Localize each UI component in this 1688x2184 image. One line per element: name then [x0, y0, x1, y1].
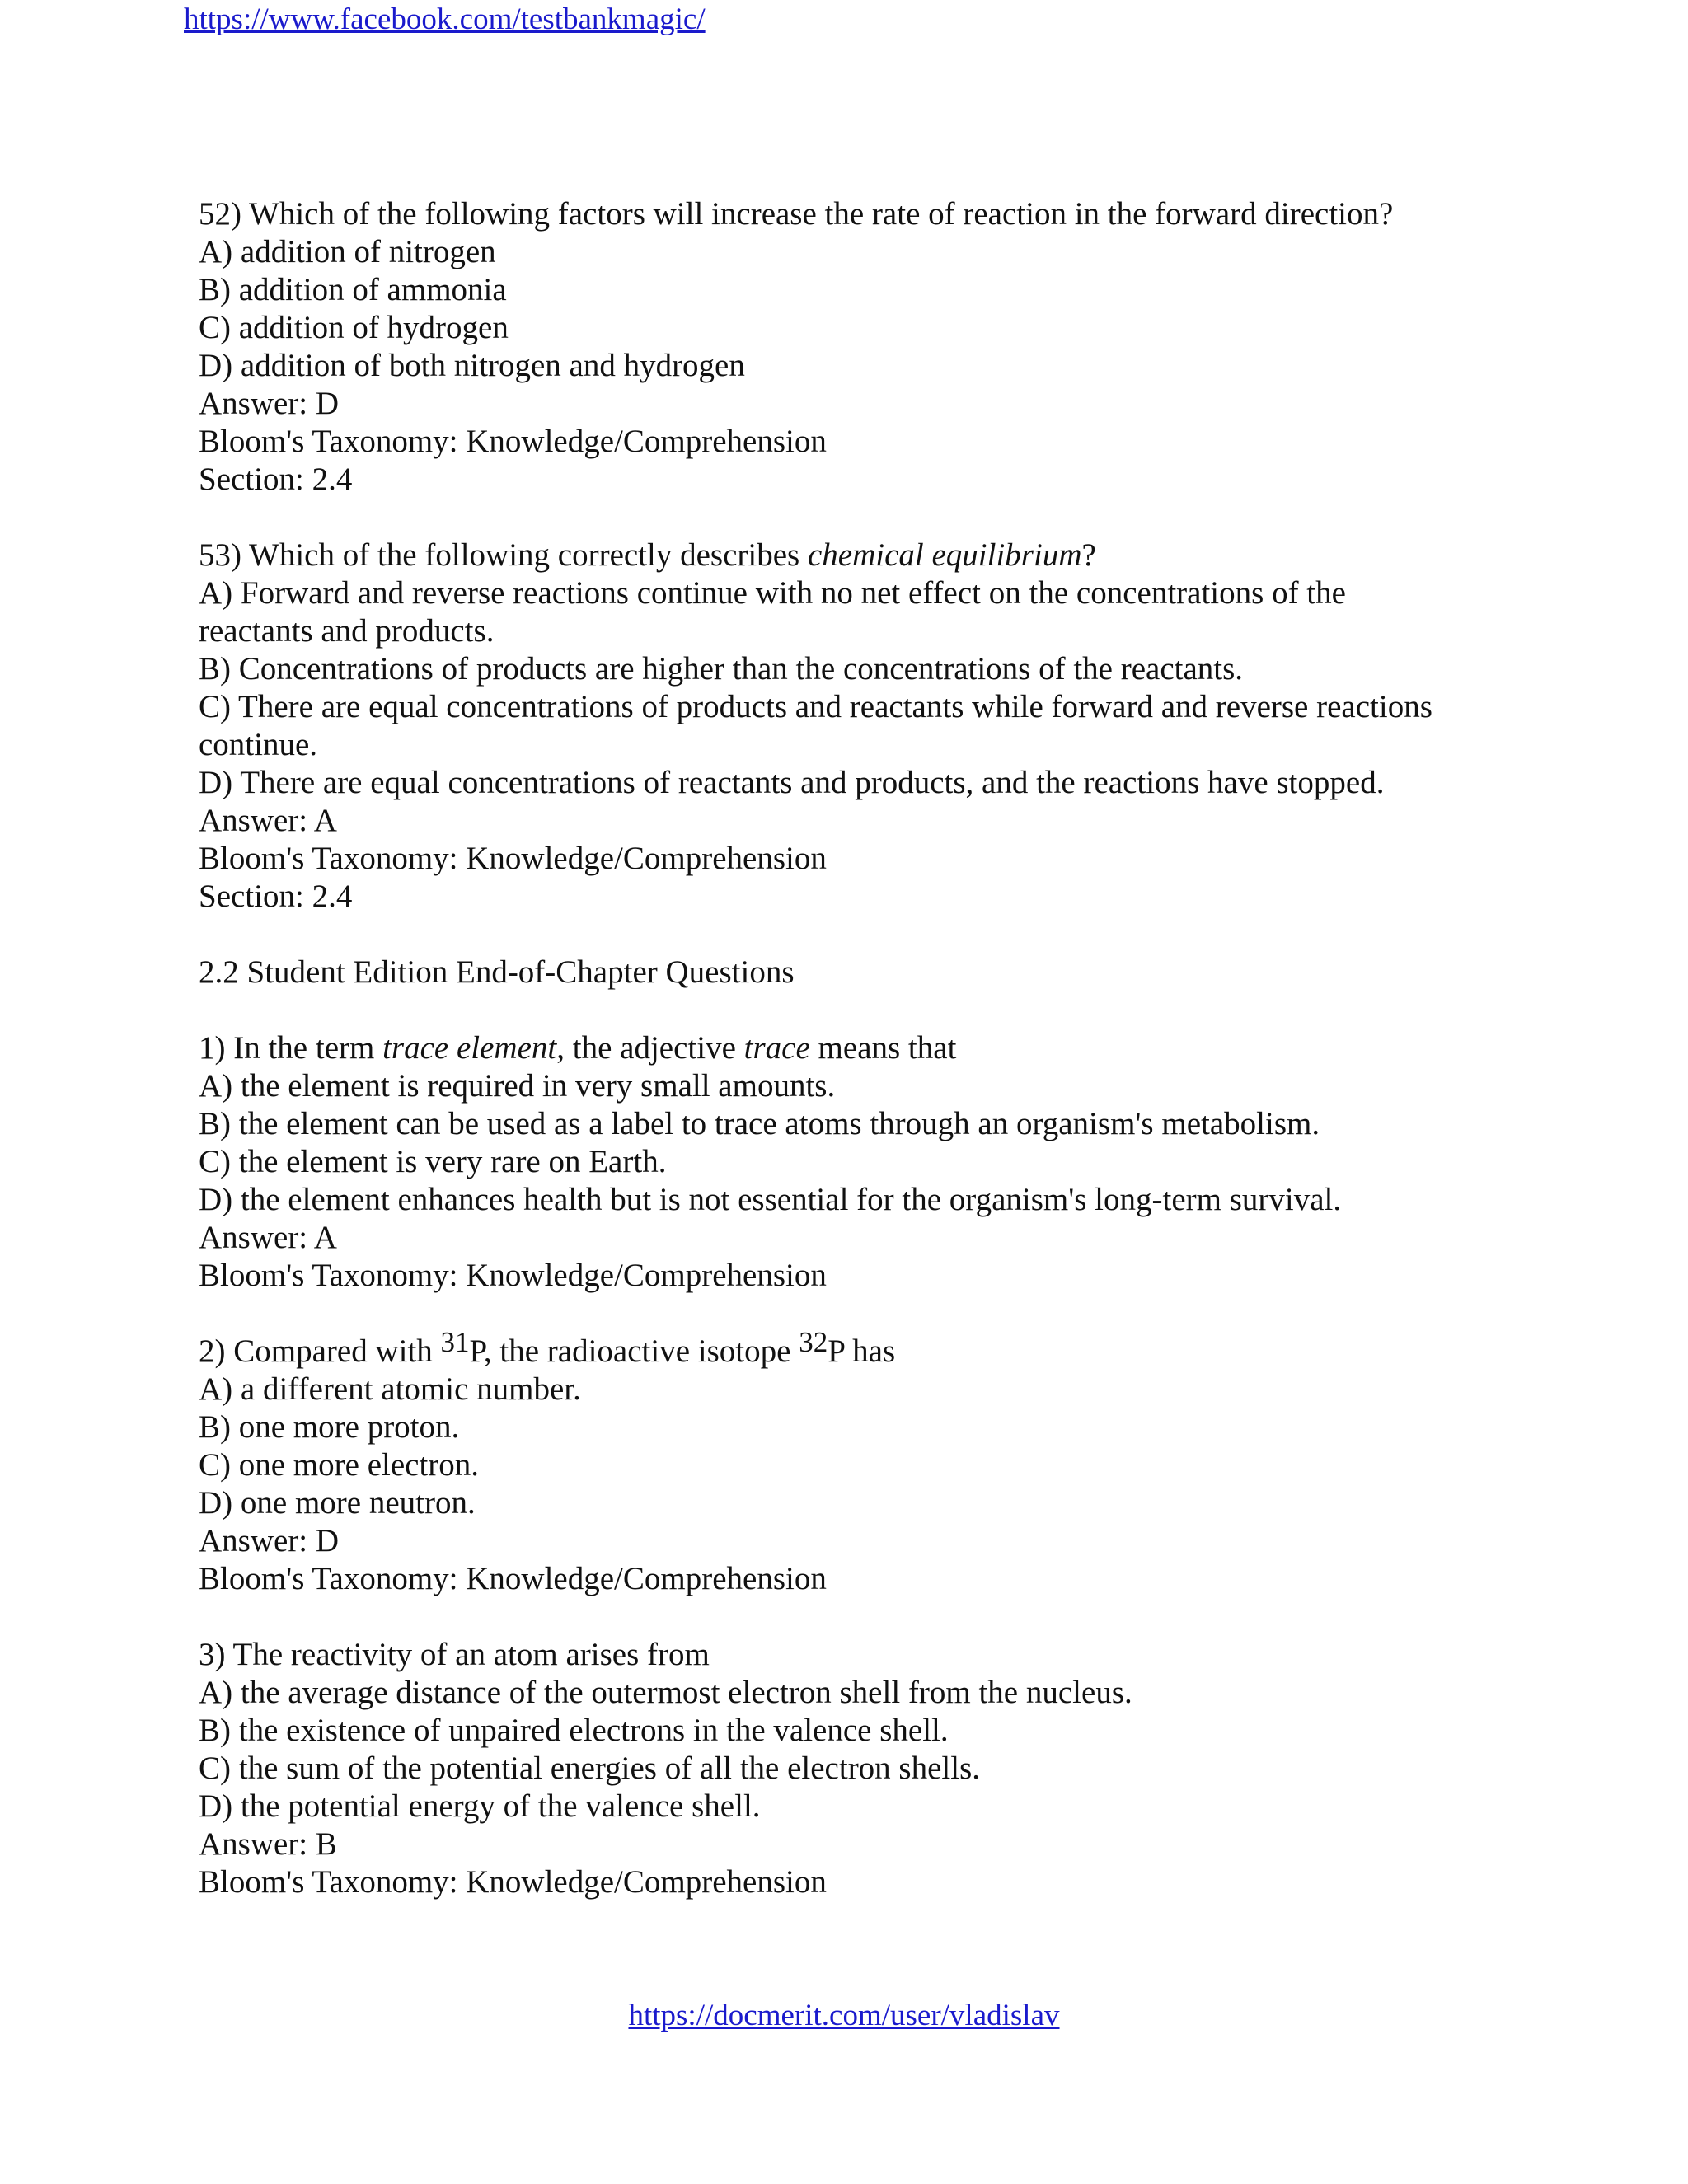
question-53 — [199, 537, 1484, 916]
spacer — [199, 991, 1484, 1029]
eoc-question-1-term-trace: trace — [743, 1030, 810, 1066]
spacer — [199, 499, 1484, 537]
document-content — [199, 195, 1484, 1901]
eoc-question-2-option-b: B) one more proton. — [199, 1409, 460, 1445]
question-53-option-c-line2: continue. — [199, 727, 318, 762]
question-53-prompt — [199, 537, 1484, 574]
question-52-option-c: C) addition of hydrogen — [199, 310, 509, 345]
eoc-question-1-option-b: B) the element can be used as a label to trace atoms through an organism's metabolism. — [199, 1106, 1320, 1141]
question-53-option-c-line1: C) There are equal concentrations of products and reactants while forward and reverse reactions — [199, 689, 1432, 724]
question-53-section: Section: 2.4 — [199, 879, 353, 914]
eoc-question-1-option-d: D) the element enhances health but is not essential for the organism's long-term survival. — [199, 1182, 1342, 1217]
question-52-section: Section: 2.4 — [199, 462, 353, 497]
eoc-question-3-option-d: D) the potential energy of the valence shell. — [199, 1788, 761, 1824]
eoc-question-3-prompt: 3) The reactivity of an atom arises from — [199, 1637, 710, 1672]
isotope-mass-32: 32 — [799, 1326, 828, 1358]
header-link[interactable]: https://www.facebook.com/testbankmagic/ — [184, 2, 706, 36]
eoc-question-1-prompt — [199, 1029, 1484, 1067]
question-52-prompt: 52) Which of the following factors will increase the rate of reaction in the forward direction? — [199, 196, 1394, 232]
question-53-option-a-line1: A) Forward and reverse reactions continue with no net effect on the concentrations of the — [199, 575, 1346, 611]
question-53-option-d: D) There are equal concentrations of reactants and products, and the reactions have stopped. — [199, 765, 1385, 800]
question-53-prompt-start: 53) Which of the following correctly describes — [199, 537, 808, 573]
question-52-option-d: D) addition of both nitrogen and hydrogen — [199, 348, 745, 383]
question-53-prompt-term: chemical equilibrium — [807, 537, 1082, 573]
eoc-question-1-option-a: A) the element is required in very small amounts. — [199, 1068, 836, 1104]
question-52-bloom: Bloom's Taxonomy: Knowledge/Comprehension — [199, 424, 827, 459]
question-53-bloom: Bloom's Taxonomy: Knowledge/Comprehension — [199, 841, 827, 876]
question-52-option-b: B) addition of ammonia — [199, 272, 507, 307]
eoc-question-2-prompt — [199, 1326, 1484, 1371]
eoc-question-1 — [199, 1029, 1484, 1295]
eoc-question-1-term-trace-element: trace element — [382, 1030, 557, 1066]
eoc-question-3-option-a: A) the average distance of the outermost electron shell from the nucleus. — [199, 1675, 1132, 1710]
eoc-question-3-answer: Answer: B — [199, 1826, 337, 1862]
eoc-question-2-prompt-part3: P has — [828, 1333, 896, 1369]
eoc-question-2-option-d: D) one more neutron. — [199, 1485, 476, 1521]
question-53-answer: Answer: A — [199, 803, 337, 838]
eoc-question-1-answer: Answer: A — [199, 1220, 337, 1255]
eoc-question-2-bloom: Bloom's Taxonomy: Knowledge/Comprehension — [199, 1561, 827, 1596]
eoc-question-3 — [199, 1636, 1484, 1901]
eoc-question-2-option-c: C) one more electron. — [199, 1447, 480, 1483]
eoc-question-1-prompt-part1: 1) In the term — [199, 1030, 383, 1066]
question-52 — [199, 195, 1484, 499]
question-53-option-a-line2: reactants and products. — [199, 613, 495, 649]
section-heading: 2.2 Student Edition End-of-Chapter Questions — [199, 954, 795, 990]
spacer — [199, 916, 1484, 954]
eoc-question-1-bloom: Bloom's Taxonomy: Knowledge/Comprehension — [199, 1258, 827, 1293]
eoc-question-2-prompt-part1: 2) Compared with — [199, 1333, 441, 1369]
question-52-answer: Answer: D — [199, 386, 340, 421]
question-52-option-a: A) addition of nitrogen — [199, 234, 496, 269]
eoc-question-2 — [199, 1326, 1484, 1598]
footer-link[interactable]: https://docmerit.com/user/vladislav — [628, 1999, 1060, 2032]
question-53-prompt-end: ? — [1081, 537, 1096, 573]
spacer — [199, 1598, 1484, 1636]
eoc-question-2-prompt-part2: P, the radioactive isotope — [469, 1333, 799, 1369]
eoc-question-2-option-a: A) a different atomic number. — [199, 1371, 581, 1407]
eoc-question-1-option-c: C) the element is very rare on Earth. — [199, 1144, 667, 1179]
eoc-question-3-bloom: Bloom's Taxonomy: Knowledge/Comprehension — [199, 1864, 827, 1900]
eoc-question-1-prompt-part2: , the adjective — [556, 1030, 744, 1066]
spacer — [199, 1295, 1484, 1333]
eoc-question-3-option-b: B) the existence of unpaired electrons in the valence shell. — [199, 1713, 949, 1748]
isotope-mass-31: 31 — [440, 1326, 470, 1358]
question-53-option-b: B) Concentrations of products are higher than the concentrations of the reactants. — [199, 651, 1244, 687]
eoc-question-2-answer: Answer: D — [199, 1523, 340, 1558]
eoc-question-1-prompt-part3: means that — [809, 1030, 957, 1066]
eoc-question-3-option-c: C) the sum of the potential energies of all the electron shells. — [199, 1750, 981, 1786]
